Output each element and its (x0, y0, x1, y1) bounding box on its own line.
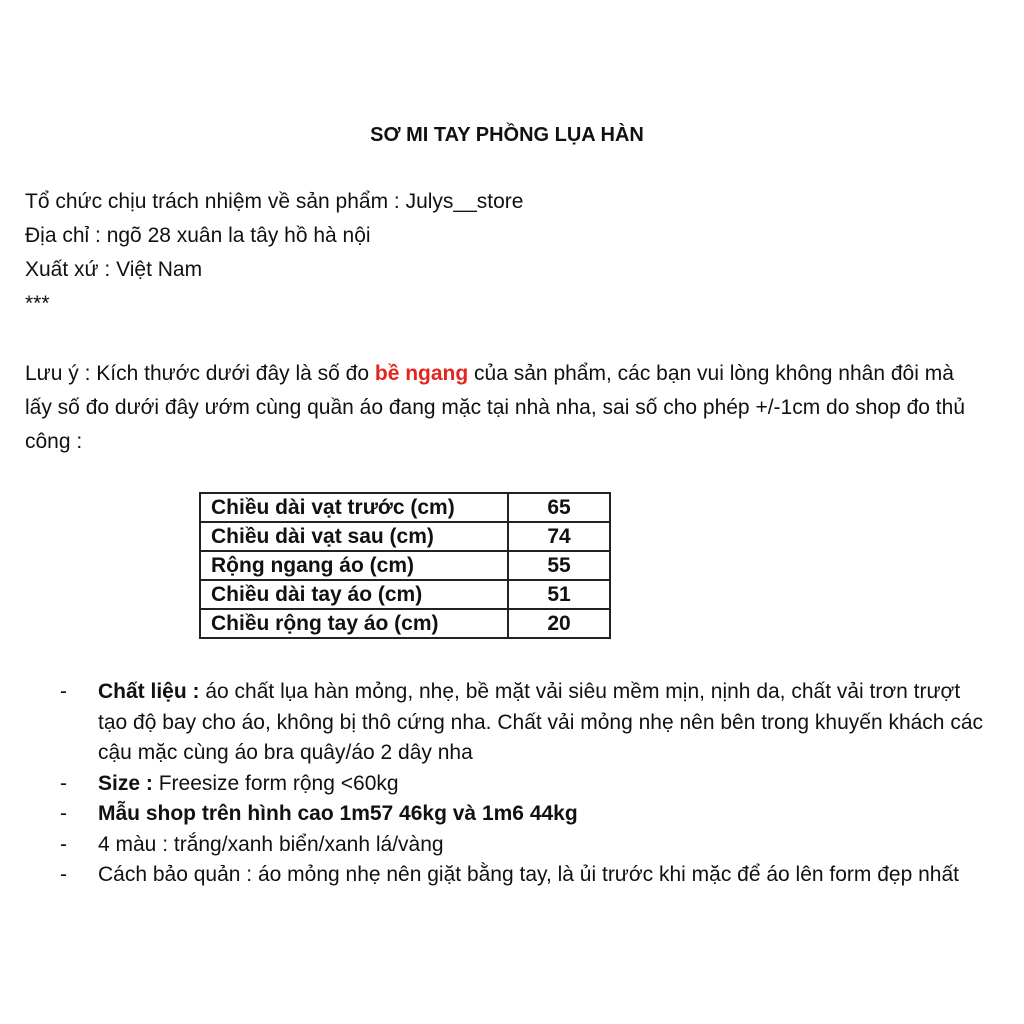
table-row (200, 609, 610, 638)
size-label-cell: Rộng ngang áo (cm) (200, 551, 508, 580)
origin-line: Xuất xứ : Việt Nam (25, 258, 203, 281)
note-highlight: bề ngang (374, 362, 469, 385)
note-text-before: Lưu ý : Kích thước dưới đây là số đo (25, 362, 375, 385)
material-label: Chất liệu : (98, 680, 200, 703)
model-text: Mẫu shop trên hình cao 1m57 46kg và 1m6 44kg (98, 802, 578, 825)
size-note (25, 357, 985, 459)
list-item-care (60, 860, 990, 891)
bullet-dash: - (60, 680, 67, 703)
table-row (200, 551, 610, 580)
table-row (200, 522, 610, 551)
list-item-model (60, 799, 990, 830)
page-title: SƠ MI TAY PHỒNG LỤA HÀN (370, 124, 644, 146)
material-text: áo chất lụa hàn mỏng, nhẹ, bề mặt vải siêu mềm mịn, nịnh da, chất vải trơn trượt tạo độ bay cho áo, không bị thô cứng nha. Chất vải mỏng nhẹ nên bên trong khuyến khách các cậu mặc cùng áo bra quây/áo 2 dây nha (98, 680, 984, 764)
size-label-cell: Chiều rộng tay áo (cm) (200, 609, 508, 638)
size-label-cell: Chiều dài tay áo (cm) (200, 580, 508, 609)
size-label-cell: Chiều dài vạt sau (cm) (200, 522, 508, 551)
responsible-line: Tổ chức chịu trách nhiệm về sản phẩm : Julys__store (25, 190, 524, 213)
bullet-dash: - (60, 802, 67, 825)
list-item-colors (60, 830, 990, 861)
size-value-cell: 65 (508, 493, 610, 522)
table-row (200, 580, 610, 609)
size-value-cell: 74 (508, 522, 610, 551)
size-value-cell: 51 (508, 580, 610, 609)
size-label: Size : (98, 771, 153, 795)
list-item-size (60, 769, 990, 800)
list-item-material (60, 677, 990, 769)
size-table (199, 492, 611, 639)
info-block (25, 185, 523, 321)
size-label-cell: Chiều dài vạt trước (cm) (200, 493, 508, 522)
address-line: Địa chỉ : ngõ 28 xuân la tây hồ hà nội (25, 224, 371, 247)
size-value-cell: 20 (508, 609, 610, 638)
size-value-cell: 55 (508, 551, 610, 580)
care-text: Cách bảo quản : áo mỏng nhẹ nên giặt bằng tay, là ủi trước khi mặc để áo lên form đẹp nhất (98, 863, 959, 886)
note-text-after: của sản phẩm, các bạn vui lòng không nhân đôi mà lấy số đo dưới đây ướm cùng quần áo đang mặc tại nhà nha, sai số cho phép +/-1cm do shop đo thủ công : (25, 362, 965, 453)
table-row (200, 493, 610, 522)
size-text: Freesize form rộng <60kg (152, 771, 399, 795)
bullet-dash: - (60, 771, 67, 795)
separator-line: *** (25, 292, 50, 315)
colors-text: 4 màu : trắng/xanh biển/xanh lá/vàng (98, 832, 444, 856)
details-list (60, 677, 990, 891)
bullet-dash: - (60, 863, 67, 886)
bullet-dash: - (60, 832, 67, 856)
